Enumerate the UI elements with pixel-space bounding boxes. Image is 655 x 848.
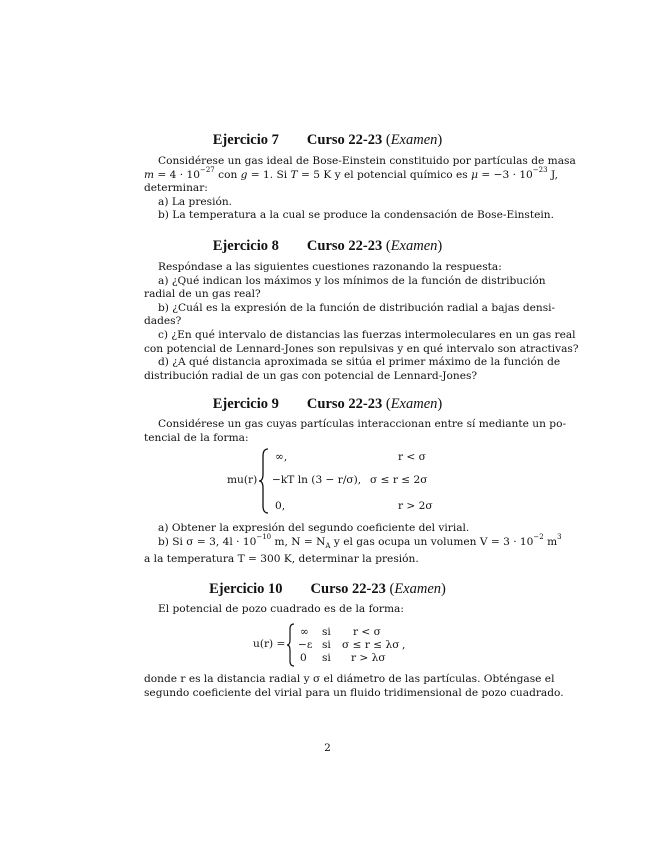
exercise-number: Ejercicio 10 [209, 581, 283, 597]
question-item: distribución radial de un gas con potencial de Lennard-Jones? [144, 369, 478, 382]
question-item: con potencial de Lennard-Jones son repulsivas y en qué intervalo son atractivas? [144, 342, 579, 355]
case-condition: r < σ [398, 451, 426, 463]
exam-tag: Examen [394, 581, 442, 597]
page-number: 2 [324, 742, 331, 754]
question-item: b) Si σ = 3, $4l \cdot 10^{-10}$ m, $N = N_A$ y el gas ocupa un volumen $V = 3 \cdot 10^{-2}$ $m^3$ [158, 533, 562, 550]
question-item: d) ¿A qué distancia aproximada se sitúa el primer máximo de la función de [158, 356, 561, 369]
exercise-9-intro [144, 418, 567, 445]
exercise-10-heading: Ejercicio 10 Curso 22-23 (Examen) [209, 581, 446, 597]
paragraph-line: tencial de la forma: [144, 431, 249, 444]
exercise-number: Ejercicio 9 [212, 396, 279, 412]
exercise-8-body [144, 261, 579, 383]
case-condition: σ ≤ r ≤ λσ [342, 639, 400, 651]
equation-lhs: mu(r) [227, 474, 258, 486]
case-condition: r > λσ [351, 652, 386, 664]
exercise-7-heading: Ejercicio 7 Curso 22-23 (Examen) [212, 132, 443, 148]
exercise-10-intro [144, 603, 512, 617]
paragraph-line: El potencial de pozo cuadrado es de la forma: [158, 603, 404, 615]
exam-tag: Examen [390, 238, 438, 254]
paragraph-line: Considérese un gas ideal de Bose-Einstein constituido por partículas de masa [158, 155, 576, 167]
case-value: ∞, [275, 451, 288, 463]
paragraph-line: donde r es la distancia radial y σ el diámetro de las partículas. Obténgase el [144, 673, 555, 685]
course-label: Curso 22-23 [306, 238, 383, 254]
case-si: si [322, 652, 331, 664]
equation-lhs: u(r) = [253, 638, 286, 650]
paragraph-line: Considérese un gas cuyas partículas interaccionan entre sí mediante un po- [158, 418, 567, 430]
course-label: Curso 22-23 [306, 396, 383, 412]
case-si: si [322, 639, 331, 651]
paragraph-line: Respóndase a las siguientes cuestiones razonando la respuesta: [158, 261, 502, 273]
case-si: si [322, 626, 331, 638]
exercise-number: Ejercicio 7 [212, 132, 279, 148]
question-item: b) La temperatura a la cual se produce la condensación de Bose-Einstein. [158, 209, 554, 222]
question-item: radial de un gas real? [144, 288, 261, 301]
exercise-9-questions [144, 522, 562, 567]
question-item: c) ¿En qué intervalo de distancias las fuerzas intermoleculares en un gas real [158, 328, 576, 341]
left-brace-icon [258, 448, 270, 514]
question-item: b) ¿Cuál es la expresión de la función de distribución radial a bajas densi- [158, 301, 556, 314]
left-brace-icon [286, 623, 296, 667]
paragraph-line: a la temperatura T = 300 K, determinar la presión. [144, 553, 419, 566]
exercise-10-outro [144, 673, 564, 700]
case-value: −ε [298, 639, 313, 651]
exam-tag: Examen [390, 132, 438, 148]
exercise-8-heading: Ejercicio 8 Curso 22-23 (Examen) [212, 238, 443, 254]
case-value: −kT ln (3 − r/σ), [272, 474, 362, 486]
case-condition: r > 2σ [398, 500, 433, 512]
case-condition: r < σ [353, 626, 381, 638]
paragraph-line: segundo coeficiente del virial para un fluido tridimensional de pozo cuadrado. [144, 686, 564, 699]
question-item: a) La presión. [158, 195, 233, 208]
exercise-number: Ejercicio 8 [212, 238, 279, 254]
question-item: dades? [144, 315, 182, 328]
exam-tag: Examen [390, 396, 438, 412]
course-label: Curso 22-23 [306, 132, 383, 148]
equation-comma: , [402, 639, 406, 651]
case-value: 0, [275, 500, 286, 512]
case-value: 0 [300, 652, 307, 664]
course-label: Curso 22-23 [310, 581, 386, 597]
question-item: a) Obtener la expresión del segundo coeficiente del virial. [158, 522, 470, 534]
paragraph-line: $m = 4 \cdot 10^{-27}$ con g = 1. Si T = 5 K y el potencial químico es $\mu = -3 \cdot 10^{-23}$ J, [144, 166, 558, 181]
exercise-7-body [144, 155, 576, 223]
case-condition: σ ≤ r ≤ 2σ [370, 474, 428, 486]
case-value: ∞ [300, 626, 309, 638]
paragraph-line: determinar: [144, 182, 208, 195]
question-item: a) ¿Qué indican los máximos y los mínimos de la función de distribución [158, 274, 546, 287]
exercise-9-heading: Ejercicio 9 Curso 22-23 (Examen) [212, 396, 443, 412]
